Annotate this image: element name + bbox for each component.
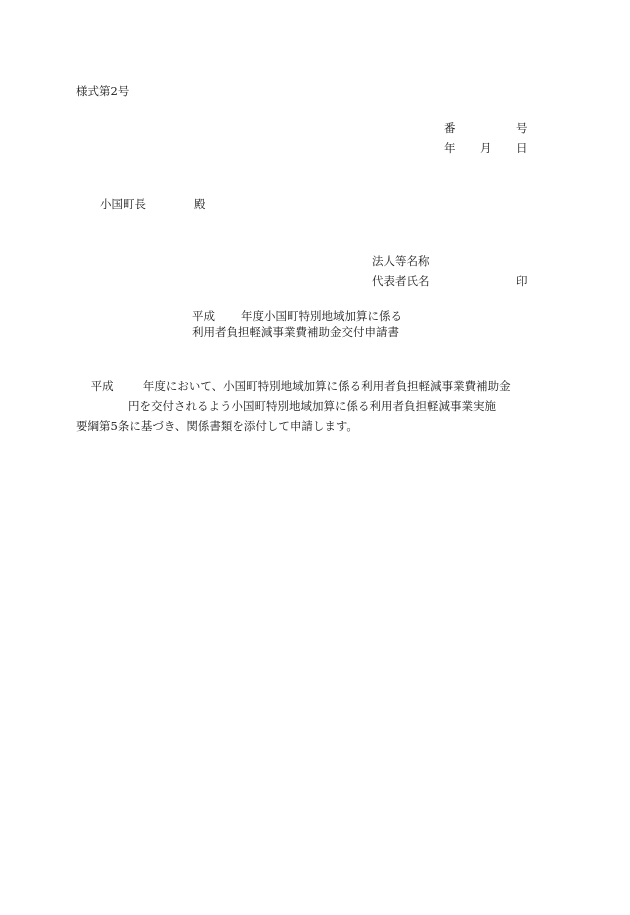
body-line-3: 要綱第5条に基づき、関係書類を添付して申請します。 (76, 419, 358, 433)
addressee-honorific: 殿 (194, 197, 206, 211)
date-month: 月 (480, 141, 492, 155)
seal-mark: 印 (516, 274, 528, 288)
body-line-2: 円を交付されるよう小国町特別地域加算に係る利用者負担軽減事業実施 (128, 399, 496, 413)
addressee-name: 小国町長 (100, 197, 146, 211)
body-line-1 (76, 376, 560, 396)
date-year: 年 (444, 141, 456, 155)
title-line1: 年度小国町特別地域加算に係る (241, 309, 402, 323)
date-day: 日 (516, 141, 528, 155)
ref-number-label: 番 (444, 121, 456, 135)
application-body (76, 376, 560, 436)
title-line2: 利用者負担軽減事業費補助金交付申請書 (192, 325, 399, 339)
title-era: 平成 (192, 309, 215, 323)
body-line-1-text: 年度において、小国町特別地域加算に係る利用者負担軽減事業費補助金 (142, 379, 511, 393)
applicant-corp-label: 法人等名称 (372, 254, 430, 268)
ref-number-suffix: 号 (516, 121, 528, 135)
body-era: 平成 (90, 379, 114, 393)
form-number: 様式第2号 (76, 84, 130, 98)
applicant-rep-label: 代表者氏名 (372, 274, 430, 288)
